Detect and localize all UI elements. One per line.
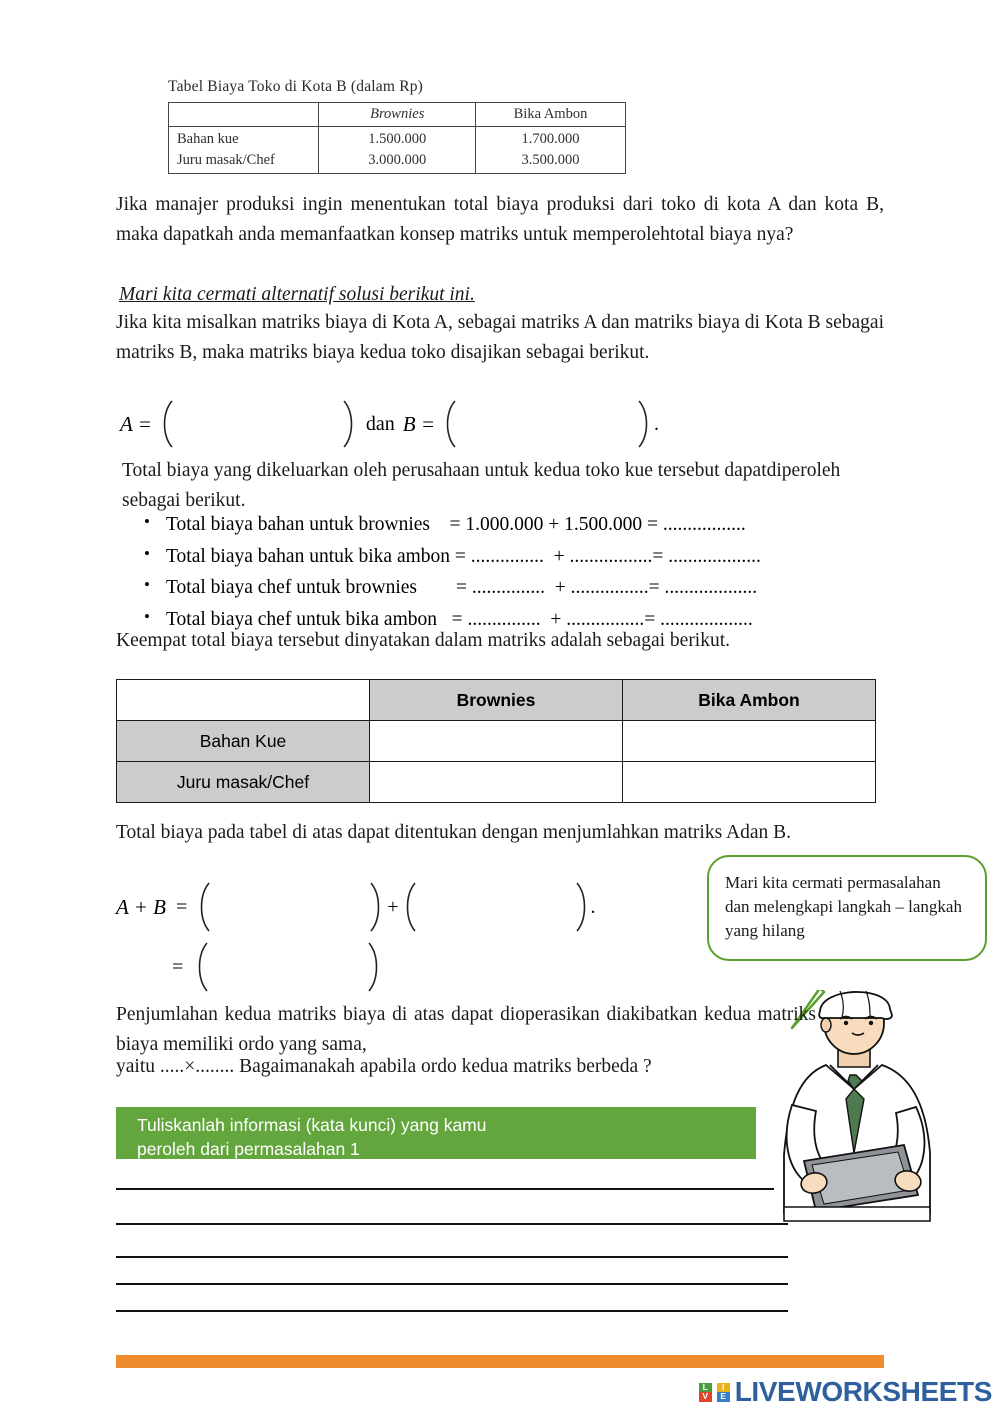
top-table-header-bika: Bika Ambon: [475, 103, 625, 127]
matrix-line2-equals: =: [175, 895, 188, 918]
matrix-line2-plus: +: [387, 895, 399, 918]
table-row: [117, 680, 876, 721]
list-item: • Total biaya chef untuk bika ambon = ............... + ................= ...................: [144, 605, 974, 635]
result-matrix-table: [116, 679, 876, 803]
paragraph-intro: Jika manajer produksi ingin menentukan total biaya produksi dari toko di kota A dan kota B, maka dapatkah anda memanfaatkan konsep matriks untuk memperolehtotal biaya nya?: [116, 194, 884, 245]
list-item: • Total biaya bahan untuk brownies = 1.000.000 + 1.500.000 = .................: [144, 510, 974, 540]
matrix-sum-right-brackets: [401, 880, 591, 934]
matrix-line1-period: .: [654, 412, 660, 435]
matrix-b-brackets: [441, 398, 653, 450]
liveworksheets-logo-icon: [699, 1383, 712, 1402]
paragraph-sum-instruction: Total biaya pada tabel di atas dapat ditentukan dengan menjumlahkan matriks Adan B.: [116, 822, 791, 843]
top-table-caption: Tabel Biaya Toko di Kota B (dalam Rp): [168, 78, 424, 95]
logo-letter-i: I: [717, 1383, 730, 1393]
table-row: [117, 762, 876, 803]
top-table-bika-chef: 3.500.000: [521, 152, 580, 169]
logo-letter-l: L: [699, 1383, 712, 1393]
paragraph-solution-heading: Mari kita cermati alternatif solusi berikut ini.: [119, 284, 475, 305]
matrix-label-a-plus-b: A + B: [116, 894, 166, 919]
answer-line-5a[interactable]: [116, 1310, 452, 1312]
top-table-brownies-bahan: 1.500.000: [368, 131, 427, 147]
main-table-input-bahan-brownies[interactable]: [370, 721, 623, 762]
matrix-expression-a-plus-b: [116, 880, 596, 934]
answer-line-2b[interactable]: [452, 1223, 788, 1225]
matrix-connector-dan: dan: [365, 412, 395, 435]
main-table-header-bika: Bika Ambon: [623, 680, 876, 721]
logo-letter-e: E: [717, 1392, 730, 1402]
matrix-expression-a-and-b: [120, 398, 659, 450]
liveworksheets-footer[interactable]: [699, 1376, 992, 1408]
top-table-label-chef: Juru masak/Chef: [177, 152, 275, 169]
answer-line-4a[interactable]: [116, 1283, 452, 1285]
answer-line-3b[interactable]: [452, 1256, 788, 1258]
answer-line-2a[interactable]: [116, 1223, 452, 1225]
main-table-input-bahan-bika[interactable]: [623, 721, 876, 762]
matrix-expression-result: [172, 940, 383, 994]
main-table-label-bahan-kue: Bahan Kue: [117, 721, 370, 762]
main-table-corner: [117, 680, 370, 721]
hint-speech-bubble-text: Mari kita cermati permasalahan dan melengkapi langkah – langkah yang hilang: [725, 873, 962, 941]
top-table-brownies-values: [319, 127, 476, 174]
table-row: [169, 127, 626, 174]
matrix-label-a: A =: [120, 411, 152, 436]
top-table-label-bahan: Bahan kue: [177, 131, 239, 147]
answer-line-1a[interactable]: [116, 1188, 452, 1190]
main-table-header-brownies: Brownies: [370, 680, 623, 721]
result-matrix-table-block: [116, 679, 876, 803]
paragraph-total-cost: Total biaya yang dikeluarkan oleh perusahaan untuk kedua toko kue tersebut dapatdiperoleh sebagai berikut.: [122, 460, 841, 511]
top-cost-table: [168, 102, 626, 174]
list-item: • Total biaya chef untuk brownies = ............... + ................= ...................: [144, 573, 974, 603]
logo-letter-v: V: [699, 1392, 712, 1402]
top-cost-table-block: [168, 78, 628, 174]
answer-line-4b[interactable]: [452, 1283, 788, 1285]
top-table-row-labels: [169, 127, 319, 174]
table-row: [169, 103, 626, 127]
matrix-line3-equals: =: [172, 955, 184, 978]
green-bar-line1: Tuliskanlah informasi (kata kunci) yang kamu: [137, 1115, 487, 1135]
top-table-brownies-chef: 3.000.000: [368, 152, 427, 169]
paragraph-four-totals: Keempat total biaya tersebut dinyatakan dalam matriks adalah sebagai berikut.: [116, 630, 731, 651]
answer-line-5b[interactable]: [452, 1310, 788, 1312]
table-row: [117, 721, 876, 762]
top-table-header-empty: [169, 103, 319, 127]
matrix-result-brackets: [193, 940, 383, 994]
matrix-sum-left-brackets: [195, 880, 385, 934]
cost-bullet-list: [116, 510, 974, 637]
main-table-input-chef-brownies[interactable]: [370, 762, 623, 803]
answer-line-3a[interactable]: [116, 1256, 452, 1258]
paragraph-order-explanation: Penjumlahan kedua matriks biaya di atas dapat dioperasikan diakibatkan kedua matriks biaya memiliki ordo yang sama,: [116, 1004, 816, 1055]
liveworksheets-logo-icon-2: [717, 1383, 730, 1402]
main-table-input-chef-bika[interactable]: [623, 762, 876, 803]
green-bar-line2: peroleh dari permasalahan 1: [137, 1138, 360, 1159]
matrix-a-brackets: [158, 398, 358, 450]
engineer-illustration: [770, 985, 985, 1225]
liveworksheets-brand-text: LIVEWORKSHEETS: [734, 1376, 992, 1407]
key-info-instruction-bar: [116, 1107, 756, 1159]
paragraph-order-question: yaitu .....×........ Bagaimanakah apabila ordo kedua matriks berbeda ?: [116, 1056, 652, 1077]
top-table-bika-bahan: 1.700.000: [521, 131, 580, 147]
answer-line-1b[interactable]: [452, 1188, 774, 1190]
paragraph-matrix-definition: Jika kita misalkan matriks biaya di Kota A, sebagai matriks A dan matriks biaya di Kota B sebagai matriks B, maka matriks biaya kedua toko disajikan sebagai berikut.: [116, 312, 884, 363]
orange-divider-bar: [116, 1355, 884, 1368]
hint-speech-bubble: [707, 855, 987, 961]
top-table-bika-values: [475, 127, 625, 174]
top-table-header-brownies: Brownies: [319, 103, 476, 127]
matrix-line2-period: .: [590, 895, 596, 918]
list-item: • Total biaya bahan untuk bika ambon = ............... + .................= ...................: [144, 542, 974, 572]
main-table-label-juru-masak: Juru masak/Chef: [117, 762, 370, 803]
matrix-label-b: B =: [402, 411, 436, 436]
